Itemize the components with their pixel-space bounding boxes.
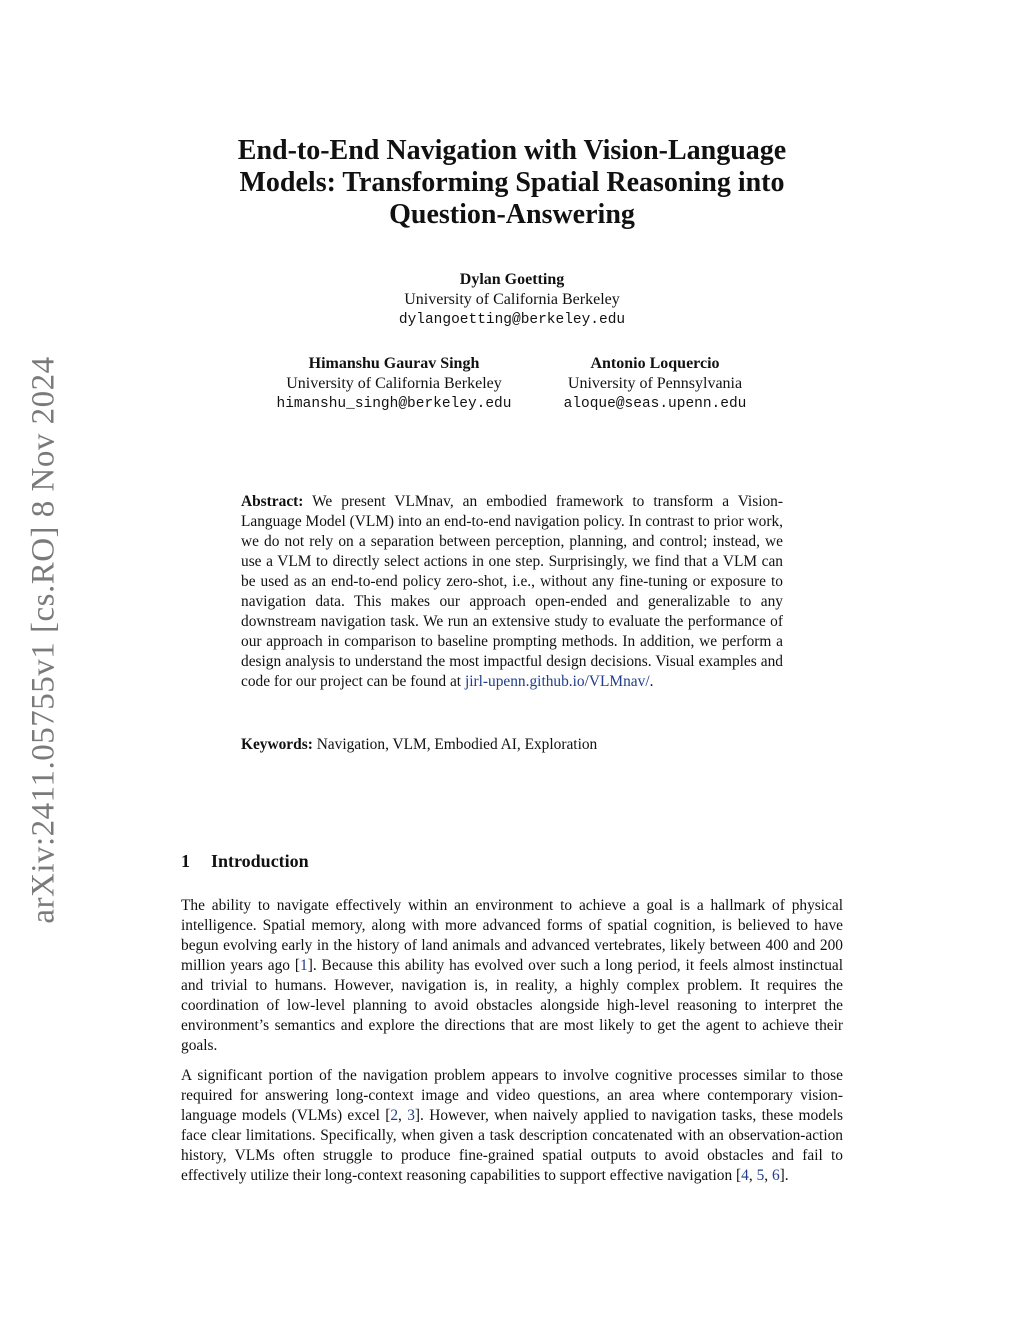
citation-separator: ,	[748, 1167, 757, 1184]
citation-link[interactable]: 5	[756, 1167, 765, 1184]
author-name: Antonio Loquercio	[590, 355, 720, 372]
author-name: Dylan Goetting	[459, 271, 565, 288]
intro-paragraph-2	[181, 1066, 843, 1186]
para-text: ]. However, when naively applied to navigation tasks, these models face clear limitations. Specifically, when given a task description concatenated with an observation-action history, VLMs often struggle to produce fine-grained spatial outputs to avoid obstacles and fail to effectively utilize their long-context reasoning capabilities to support effective navigation [	[181, 1107, 843, 1184]
arxiv-side-stamp: arXiv:2411.05755v1 [cs.RO] 8 Nov 2024	[25, 356, 62, 924]
citation-link[interactable]: 2	[390, 1107, 399, 1124]
abstract-label: Abstract:	[241, 493, 304, 510]
keywords	[241, 735, 783, 755]
author-email[interactable]: dylangoetting@berkeley.edu	[398, 312, 626, 328]
author-block	[244, 354, 544, 414]
section-heading	[181, 850, 309, 872]
author-block	[362, 270, 662, 330]
author-name: Himanshu Gaurav Singh	[308, 355, 480, 372]
keywords-label: Keywords:	[241, 736, 313, 753]
section-title: Introduction	[211, 851, 309, 871]
para-text: The ability to navigate effectively within an environment to achieve a goal is a hallmark of physical intelligence. Spatial memory, along with more advanced forms of spatial cognition, is believed to have begun evolving early in the history of land animals and advanced vertebrates, likely between 400 and 200 million years ago [	[181, 897, 843, 974]
author-block	[505, 354, 805, 414]
intro-paragraph-1	[181, 896, 843, 1056]
citation-separator: ,	[764, 1167, 772, 1184]
citation-separator: ,	[398, 1107, 408, 1124]
keywords-text: Navigation, VLM, Embodied AI, Exploration	[316, 736, 598, 753]
title-line: Question-Answering	[389, 199, 635, 230]
paper-title	[200, 135, 824, 231]
author-affiliation: University of California Berkeley	[286, 375, 502, 392]
citation-link[interactable]: 6	[771, 1167, 780, 1184]
section-number: 1	[181, 851, 190, 871]
citation-link[interactable]: 3	[407, 1107, 415, 1124]
author-email[interactable]: himanshu_singh@berkeley.edu	[276, 396, 512, 412]
para-text: ].	[779, 1167, 789, 1184]
para-text: ]. Because this ability has evolved over such a long period, it feels almost instinctual and trivial to humans. However, navigation is, in reality, a highly complex problem. It requires the coordination of low-level planning to avoid obstacles alongside high-level reasoning to interpret the environment’s semantics and explore the directions that are most likely to get the agent to achieve their goals.	[181, 957, 843, 1054]
abstract-text: We present VLMnav, an embodied framework to transform a Vision-Language Model (VLM) into an end-to-end navigation policy. In contrast to prior work, we do not rely on a separation between perception, planning, and control; instead, we use a VLM to directly select actions in one step. Surprisingly, we find that a VLM can be used as an end-to-end policy zero-shot, i.e., without any fine-tuning or exposure to navigation data. This makes our approach open-ended and generalizable to any downstream navigation task. We run an extensive study to evaluate the performance of our approach in comparison to baseline prompting methods. In addition, we perform a design analysis to understand the most impactful design decisions. Visual examples and code for our project can be found at	[241, 493, 783, 690]
project-link[interactable]: jirl-upenn.github.io/VLMnav/	[464, 673, 650, 690]
citation-link[interactable]: 1	[299, 957, 308, 974]
title-line: End-to-End Navigation with Vision-Language	[237, 135, 787, 166]
author-affiliation: University of California Berkeley	[404, 291, 620, 308]
abstract	[241, 492, 783, 692]
author-affiliation: University of Pennsylvania	[567, 375, 743, 392]
citation-link[interactable]: 4	[741, 1167, 749, 1184]
title-line: Models: Transforming Spatial Reasoning into	[239, 167, 785, 198]
para-text: A significant portion of the navigation problem appears to involve cognitive processes similar to those required for answering long-context image and video questions, an area where contemporary vision-language models (VLMs) excel [	[181, 1067, 843, 1124]
author-email[interactable]: aloque@seas.upenn.edu	[563, 396, 747, 412]
abstract-end: .	[649, 673, 654, 690]
